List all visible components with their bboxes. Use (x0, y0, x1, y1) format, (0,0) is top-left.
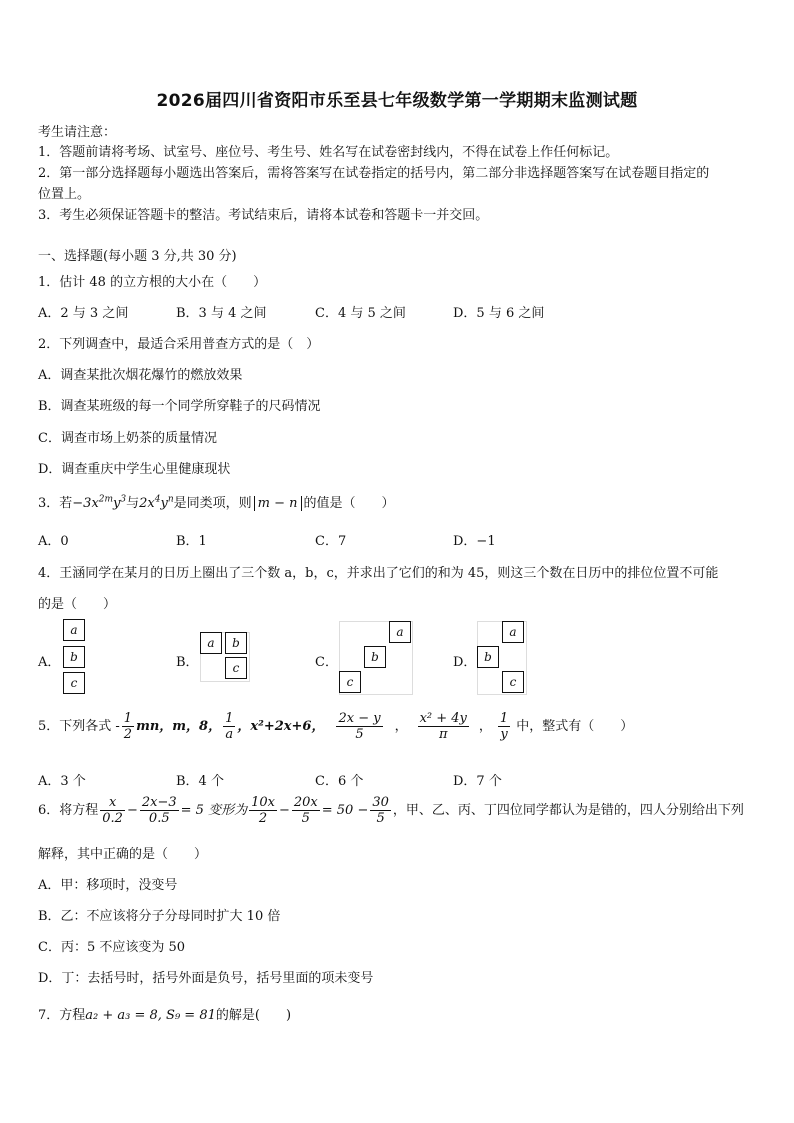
question-6-equation: = 50 − (321, 803, 369, 818)
fraction: $\frac{1}{y}$ (499, 711, 509, 742)
fraction: $\frac{x}{0.2}$ (102, 795, 123, 826)
question-4-stem-cont: 的是（ ） (38, 597, 117, 612)
question-6-option-d: D．丁：去括号时，括号外面是负号，括号里面的项未变号 (38, 971, 374, 986)
calendar-cell-b: b (477, 646, 499, 668)
question-3-suffix: 的值是（ ） (303, 496, 395, 511)
question-5-option-c: C．6 个 (315, 774, 364, 789)
section-heading: 一、选择题(每小题 3 分,共 30 分) (38, 249, 237, 264)
question-4-option-d: D． (453, 655, 477, 670)
calendar-cell-a: a (63, 619, 85, 641)
calendar-cell-c: c (63, 672, 85, 694)
fraction: $\frac{2x-3}{0.5}$ (141, 795, 177, 826)
question-5-stem: 5．下列各式 - $\frac{1}{2}$ mn，m，8， $\frac{1}{a}$ ，x²+2x+6， $\frac{2x - y}{5}$ ， $\frac{\text{x² + 4y}}{\pi}$ ， $\frac{1}{y}$ 中，整式有（ ） (38, 711, 634, 742)
fraction: $\frac{20x}{5}$ (293, 795, 318, 826)
fraction: $\frac{10x}{2}$ (251, 795, 275, 826)
question-2-option-b: B．调查某班级的每一个同学所穿鞋子的尺码情况 (38, 399, 321, 414)
question-3-text: 是同类项，则 (173, 496, 252, 511)
question-3-option-b: B．1 (176, 534, 207, 549)
calendar-cell-b: b (63, 646, 85, 668)
question-3-option-a: A．0 (38, 534, 69, 549)
question-2-option-c: C．调查市场上奶茶的质量情况 (38, 431, 217, 446)
question-5-prefix: 5．下列各式 - (38, 719, 120, 734)
question-6-suffix: ，甲、乙、丙、丁四位同学都认为是错的，四人分别给出下列 (392, 803, 744, 818)
question-5-option-d: D．7 个 (453, 774, 502, 789)
question-1-option-d: D．5 与 6 之间 (453, 306, 545, 321)
fraction: $\frac{\text{x² + 4y}}{\pi}$ (419, 711, 467, 742)
question-7-stem (38, 1004, 291, 1023)
question-3-abs: m − n (254, 496, 302, 511)
question-1-option-c: C．4 与 5 之间 (315, 306, 406, 321)
question-2-option-a: A．调查某批次烟花爆竹的燃放效果 (38, 368, 243, 383)
notice-heading: 考生请注意： (38, 125, 117, 140)
question-4-option-a: A． (38, 655, 61, 670)
fraction: $\frac{30}{5}$ (372, 795, 389, 826)
calendar-cell-c: c (502, 671, 524, 693)
question-6-option-a: A．甲：移项时，没变号 (38, 878, 178, 893)
question-6-prefix: 6．将方程 (38, 803, 99, 818)
question-7-prefix: 7．方程 (38, 1008, 86, 1023)
calendar-cell-b: b (225, 632, 247, 654)
question-6-stem-cont: 解释，其中正确的是（ ） (38, 847, 208, 862)
question-1-option-a: A．2 与 3 之间 (38, 306, 129, 321)
question-3-option-d: D．−1 (453, 534, 496, 549)
question-5-terms: ，x²+2x+6， (237, 719, 325, 734)
calendar-cell-a: a (502, 621, 524, 643)
question-3-stem (38, 492, 395, 511)
notice-item: 3．考生必须保证答题卡的整洁。考试结束后，请将本试卷和答题卡一并交回。 (38, 208, 489, 223)
calendar-cell-b: b (364, 646, 386, 668)
question-5-suffix: 中，整式有（ ） (516, 719, 634, 734)
question-4-stem: 4．王涵同学在某月的日历上圈出了三个数 a，b，c，并求出了它们的和为 45，则这三个数在日历中的排位位置不可能 (38, 566, 719, 581)
question-5-terms: mn，m，8， (136, 719, 222, 734)
question-3-term-2: $2x^4y^n$ (139, 494, 174, 511)
notice-item: 1．答题前请将考场、试室号、座位号、考生号、姓名写在试卷密封线内，不得在试卷上作任何标记。 (38, 145, 619, 160)
question-2-stem: 2．下列调查中，最适合采用普查方式的是（ ） (38, 337, 320, 352)
question-6-option-b: B．乙：不应该将分子分母同时扩大 10 倍 (38, 909, 281, 924)
fraction: $\frac{1}{2}$ (123, 711, 133, 742)
notice-item: 位置上。 (38, 187, 91, 202)
question-3-text: 与 (126, 496, 140, 511)
page-title: 2026届四川省资阳市乐至县七年级数学第一学期期末监测试题 (156, 91, 638, 111)
notice-item: 2．第一部分选择题每小题选出答案后，需将答案写在试卷指定的括号内，第二部分非选择题答案写在试卷题目指定的 (38, 166, 710, 181)
question-4-option-c: C． (315, 655, 338, 670)
calendar-cell-a: a (200, 632, 222, 654)
calendar-cell-c: c (339, 671, 361, 693)
question-2-option-d: D．调查重庆中学生心里健康现状 (38, 462, 231, 477)
question-7-expression: a₂ + a₃ = 8, S₉ = 81 (85, 1008, 216, 1023)
question-3-term-1: $-3x^{2m}y^3$ (72, 494, 127, 511)
question-5-option-a: A．3 个 (38, 774, 86, 789)
question-5-option-b: B．4 个 (176, 774, 224, 789)
question-1-stem: 1．估计 48 的立方根的大小在（ ） (38, 275, 267, 290)
calendar-cell-c: c (225, 657, 247, 679)
question-6-option-c: C．丙：5 不应该变为 50 (38, 940, 186, 955)
question-6-equation: = 5 变形为 (180, 803, 248, 818)
question-4-option-b: B． (176, 655, 199, 670)
calendar-cell-a: a (389, 621, 411, 643)
question-7-suffix: 的解是( ) (215, 1008, 292, 1023)
question-3-prefix: 3．若 (38, 496, 73, 511)
question-6-stem: 6．将方程 $\frac{x}{0.2}$ − $\frac{2x-3}{0.5}$ = 5 变形为 $\frac{10x}{2}$ − $\frac{20x}{5}$ = 50 − $\frac{30}{5}$ ，甲、乙、丙、丁四位同学都认为是错的，四人分别给出下列 (38, 795, 744, 826)
fraction: $\frac{2x - y}{5}$ (338, 711, 381, 742)
question-3-option-c: C．7 (315, 534, 347, 549)
question-1-option-b: B．3 与 4 之间 (176, 306, 267, 321)
fraction: $\frac{1}{a}$ (225, 711, 234, 742)
